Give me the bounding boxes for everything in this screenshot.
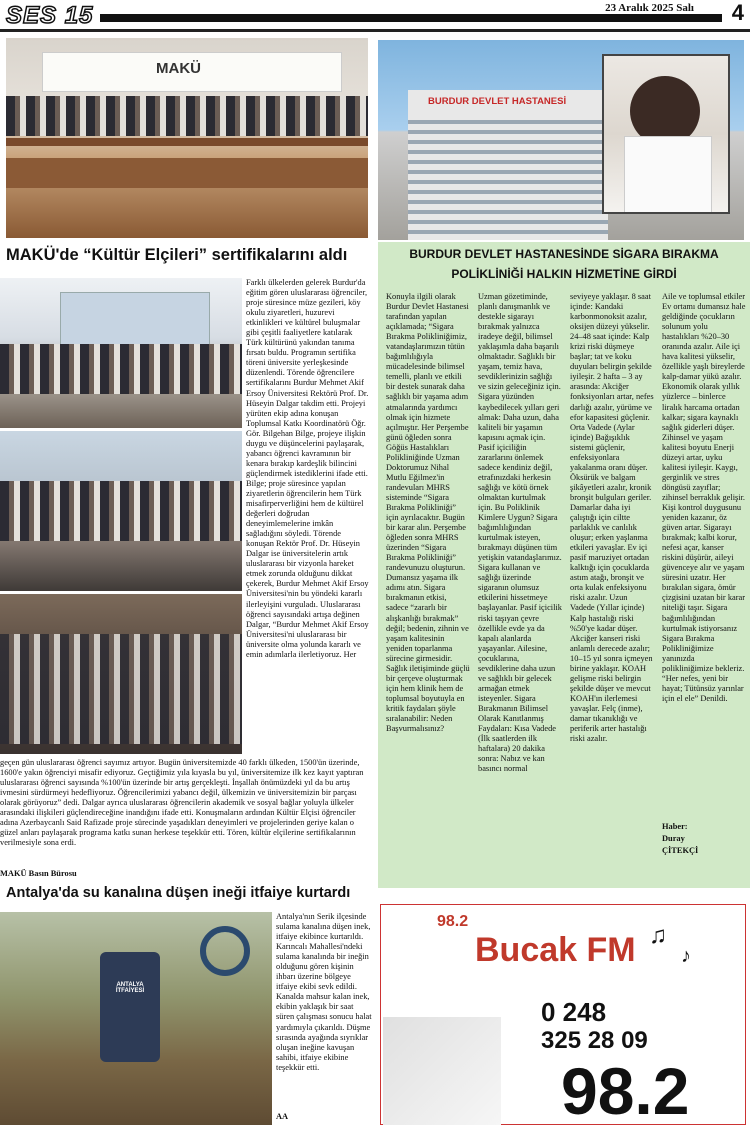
music-note-icon: ♫ xyxy=(649,923,667,949)
article2-col4: Aile ve toplumsal etkiler Ev ortamı dumansız hale geldiğinde çocukların solunum yolu hastalıkları %20–30 oranında azalır. Aile içi hava kalitesi yükselir, özellikle yaşlı bireylerde kalp-damar yükü azalır. Ekonomik olarak yıllık yüzlerce – binlerce liralık harcama ortadan kalkar; sigara kaynaklı sağlık giderleri düşer. Zihinsel ve yaşam kalitesi boyutu Enerji düzeyi artar, uyku kalitesi iyileşir. Kaygı, gerginlik ve stres döngüsü zayıflar; zihinsel berraklık gelişir. Kişi kontrol duygusunu yeniden kazanır, öz güven artar. Sigarayı bırakmak; kalbi korur, nefesi açar, kanser riskini düşürür, aileyi güvenceye alır ve yaşam süresini uzatır. Her bırakılan sigara, ömür çizgisini uzatan bir karar niteliği taşır. Sigara bağımlılığından kurtulmak istiyorsanız Sigara Bırakma Polikliniğimize yanınızda polikliniğimize bekleriz. “Her nefes, yeni bir hayat; Tütünsüz yarınlar için el ele” Denildi. xyxy=(662,292,746,703)
radio-frequency-small: 98.2 xyxy=(437,913,469,930)
newspaper-logo: SES 15 xyxy=(6,2,94,29)
page-header xyxy=(0,0,750,32)
hospital-sign: BURDUR DEVLET HASTANESİ xyxy=(428,96,567,107)
page-number: 4 xyxy=(731,0,744,25)
music-note-icon-2: ♪ xyxy=(681,945,691,967)
article2-col3: seviyeye yaklaşır. 8 saat içinde: Kandaki karbonmonoksit azalır, oksijen düzeyi yükselir. 24–48 saat içinde: Kalp krizi riski düşmeye başlar; tat ve koku duyuları belirgin şekilde iyileşir. 2 hafta – 3 ay arasında: Akciğer fonksiyonları artar, nefes darlığı azalır, yürüme ve efor kapasitesi güçlenir. Orta Vadede (Aylar içinde) Bağışıklık sistemi güçlenir, enfeksiyonlara yakalanma oranı düşer. Öksürük ve balgam şikâyetleri azalır, kronik bronşit bulguları geriler. Damarlar daha iyi çalıştığı için ciltte parlaklık ve canlılık oluşur; erken yaşlanma etkileri yavaşlar. Ev içi pasif maruziyet ortadan kalktığı için çocuklarda astım atağı, bronşit ve orta kulak enfeksiyonu riski azalır. Uzun Vadede (Yıllar içinde) Kalp hastalığı riski %50'ye kadar düşer. Akciğer kanseri riski anlamlı derecede azalır; 10–15 yıl sonra içmeyen birine yaklaşır. KOAH gelişme riski belirgin şekilde düşer ve mevcut KOAH'ın ilerlemesi yavaşlar. Felç (inme), damar tıkanıklığı ve periferik arter hastalığı riski azalır. xyxy=(570,292,654,744)
article1-body-bottom: geçen gün uluslararası öğrenci sayımız artıyor. Bugün üniversitemizde 40 farklı ülkeden, 1500'ün üzerinde, 1600'e yakın öğrenciyi misafir ediyoruz. Geçtiğimiz yıla kıyasla bu yıl, üniversitemize ilk kez kayıt yaptıran uluslararası öğrenci sayısında %100'ün üzerinde bir artış gerçekleşti. İnşallah önümüzdeki yıl da bu artış ivmesini sürdürmeyi hedefliyoruz. Öğrencilerimizi yabancı değil, ülkemizin ve üniversitemizin bir parçası olarak görüyoruz” dedi. Dalgar ayrıca uluslararası öğrencilerin akademik ve sosyal bağlar yoluyla ülkeler arasındaki ilişkileri güçlendireceğine inandığını ifade etti. Konuşmaların ardından Kültür Elçisi öğrenciler adına Azerbaycanlı Said Rafizade proje sürecinde yaşadıkları deneyimleri ve projelerinden geriye kalan o güzel anları paylaşarak programa katkı sunan herkese teşekkür etti. Tören, kültür elçilerine sertifikalarının verilmesiyle sona erdi. xyxy=(0,758,364,848)
article2-col1: Konuyla ilgili olarak Burdur Devlet Hastanesi tarafından yapılan açıklamada; “Sigara Bırakma Polikliniğimiz, vatandaşlarımızın tütün bağımlılığıyla mücadelesinde bilimsel temelli, planlı ve etkili bir destek sunarak daha sağlıklı bir yaşama adım atmalarında yardımcı olmak için hizmete açılmıştır. Her Perşembe günü öğleden sonra Göğüs Hastalıkları Polikliniğinde Uzman Doktorumuz Nihal Mutlu Eğilmez'in randevuları MHRS sisteminde “Sigara Bırakma Polikliniği” için ayrılacaktır. Bugün bir karar alın. Perşembe öğleden sonra MHRS üzerinden “Sigara Bırakma Polikliniği” randevunuzu oluşturun. Dumansız yaşama ilk adımı atın. Sigara bırakmanın etkisi, sadece “zararlı bir alışkanlığı bırakmak” değil; bedenin, zihnin ve yaşam kalitesinin yeniden toparlanma sürecine girmesidir. Sağlık iletişiminde güçlü bir çerçeve oluşturmak için hem klinik hem de toplumsal boyutuyla en kritik faydaları şöyle sıralanabilir: Neden Başvurmalısınız? xyxy=(386,292,470,734)
phone-number: 325 28 09 xyxy=(541,1027,648,1054)
article2-byline-label: Haber: xyxy=(662,822,688,831)
firefighter-vest-text: ANTALYA İTFAİYESİ xyxy=(115,982,145,994)
article1-byline: MAKÜ Basın Bürosu xyxy=(0,869,77,878)
article3-byline: AA xyxy=(276,1112,289,1121)
group-photo-map xyxy=(0,278,242,428)
article1-title: MAKÜ'de “Kültür Elçileri” sertifikalarını aldı xyxy=(6,246,348,264)
article3-body: Antalya'nın Serik ilçesinde sulama kanalına düşen inek, itfaiye ekibince kurtarıldı. Karıncalı Mahallesi'ndeki sulama kanalında bir ineğin olduğunu gören kişinin ihbarı üzerine bölgeye itfaiye ekibi sevk edildi. Kanalda mahsur kalan inek, ekibin yaklaşık bir saat süren çalışması sonucu halat yardımıyla çıkarıldı. Düşme sırasında ayağında sıyrıklar oluşan ineğine kavuşan sahibi, itfaiye ekibine teşekkür etti. xyxy=(276,912,372,1072)
phone-area-code: 0 248 xyxy=(541,997,607,1027)
maku-sign: MAKÜ xyxy=(156,60,201,77)
article2-title-line1: BURDUR DEVLET HASTANESİNDE SİGARA BIRAKMA xyxy=(409,247,719,261)
radio-frequency-large: 98.2 xyxy=(561,1054,690,1128)
article1-body-right: Farklı ülkelerden gelerek Burdur'da eğitim gören uluslararası öğrenciler, proje süresince müze gezileri, köy okulu ziyaretleri, huzurevi etkinlikleri ve kültürel buluşmalar gibi çeşitli faaliyetlere katılarak Türk kültürünü yakından tanıma fırsatı buldu. Programın sertifika töreni üniversite yerleşkesinde düzenlendi. Törende öğrencilere sertifikalarını Burdur Mehmet Akif Ersoy Üniversitesi Rektörü Prof. Dr. Hüseyin Dalgar takdim etti. Projeyi yürüten ekip adına konuşan Toplumsal Katkı Koordinatörü Öğr. Gör. Bilgehan Bilge, projeye ilişkin duygu ve düşüncelerini paylaşarak, yabancı öğrenci kavramının bir kenara bırakıp kardeşlik bilincini güçlendirmek istediklerini ifade etti. Bilge; proje süresince yapılan ziyaretlerin öğrencilerin hem Türk misafirperverliğini hem de kültürel değerleri doğrudan deneyimlemelerine imkân sağladığını söyledi. Törende konuşan Rektör Prof. Dr. Hüseyin Dalgar ise üniversitelerin artık uluslararası bir vizyonla hareket etmek zorunda olduğunu dikkat çekerek, Burdur Mehmet Akif Ersoy Üniversitesi'nin bu yöndeki kararlı ilerleyişini vurguladı. Uluslararası öğrenci sayısındaki artışa değinen Dalgar, “Burdur Mehmet Akif Ersoy Üniversitesi'ni uluslararası bir üniversite olma yolunda kararlı ve emin adımlarla ilerletiyoruz. Her xyxy=(246,278,369,659)
radio-name: Bucak FM xyxy=(475,931,636,969)
article2-byline-name: Duray xyxy=(662,834,685,843)
ceremony-photo xyxy=(6,38,368,238)
classroom-photo xyxy=(0,431,242,591)
antenna-graphic xyxy=(383,1017,501,1125)
article2-col2: Uzman gözetiminde, planlı danışmanlık ve destekle sigarayı bırakmak yalnızca iradeye değil, bilimsel yaklaşımla daha başarılı olmaktadır. Sağlıklı bir yaşam, temiz hava, sevdiklerinizin sağlığı ve sizin geleceğiniz için. Sigara yüzünden kaybedilecek yılları geri almak: Daha uzun, daha kaliteli bir yaşamın kapısını açmak için. Pasif içiciliğin zararlarını önlemek sadece kendiniz değil, etrafınızdaki herkesin sağlığı ve kötü örnek olmaktan kurtulmak için. Bu Poliklinik Kimlere Uygun? Sigara bağımlılığından kurtulmak isteyen, bırakmayı düşünen tüm yetişkin vatandaşlarımız. Sigara kullanan ve sağlığı üzerinde sigaranın olumsuz etkilerini hissetmeye başlayanlar. Pasif içicilik riski taşıyan çevre özellikle evde ya da kapalı alanlarda yaşayanlar. Ailesine, çocuklarına, sevdiklerine daha uzun ve sağlıklı bir gelecek armağan etmek isteyenler. Sigara Bırakmanın Bilimsel Olarak Kanıtlanmış Faydaları: Kısa Vadede (İlk saatlerden ilk haftalara) 20 dakika sonra: Nabız ve kan basıncı normal xyxy=(478,292,562,774)
header-rule xyxy=(100,14,722,22)
article2-title-line2: POLİKLİNİĞİ HALKIN HİZMETİNE GİRDİ xyxy=(451,267,677,281)
article3-title: Antalya'da su kanalına düşen ineği itfaiye kurtardı xyxy=(6,885,351,901)
doctor-photo xyxy=(602,54,730,214)
students-photo xyxy=(0,594,242,754)
issue-date: 23 Aralık 2025 Salı xyxy=(601,2,698,14)
article2-byline-surname: ÇİTEKÇİ xyxy=(662,846,699,855)
cow-rescue-photo xyxy=(0,912,272,1125)
bucak-fm-ad xyxy=(380,904,746,1128)
